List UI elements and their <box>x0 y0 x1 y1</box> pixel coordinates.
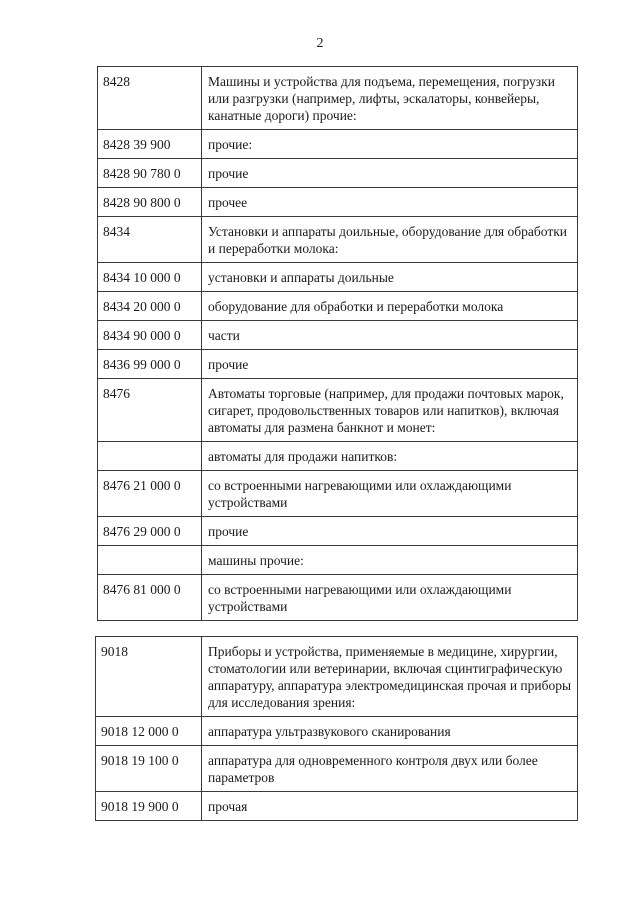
code-cell: 8476 <box>98 379 202 442</box>
table-row <box>98 217 578 263</box>
page-number: 2 <box>316 36 324 51</box>
table-row <box>98 67 578 130</box>
table-row <box>96 717 578 746</box>
code-cell: 9018 12 000 0 <box>96 717 202 746</box>
description-cell: прочая <box>202 792 578 821</box>
code-cell: 8436 99 000 0 <box>98 350 202 379</box>
description-cell: Приборы и устройства, применяемые в медицине, хирургии, стоматологии или ветеринарии, включая сцинтиграфическую аппаратуру, аппаратура электромедицинская прочая и приборы для исследования зрения: <box>202 637 578 717</box>
description-cell: прочие <box>202 517 578 546</box>
code-cell: 8434 20 000 0 <box>98 292 202 321</box>
description-cell: Автоматы торговые (например, для продажи почтовых марок, сигарет, продовольственных товаров или напитков), включая автоматы для размена банкнот и монет: <box>202 379 578 442</box>
description-cell: установки и аппараты доильные <box>202 263 578 292</box>
code-cell: 9018 <box>96 637 202 717</box>
table-row <box>98 263 578 292</box>
description-cell: со встроенными нагревающими или охлаждающими устройствами <box>202 575 578 621</box>
code-cell: 8476 29 000 0 <box>98 517 202 546</box>
description-cell: аппаратура для одновременного контроля двух или более параметров <box>202 746 578 792</box>
tn-ved-table <box>97 66 578 621</box>
table-row <box>98 546 578 575</box>
code-cell: 9018 19 100 0 <box>96 746 202 792</box>
code-cell: 8434 10 000 0 <box>98 263 202 292</box>
table-row <box>98 292 578 321</box>
description-cell: аппаратура ультразвукового сканирования <box>202 717 578 746</box>
table-row <box>98 517 578 546</box>
table-row <box>96 637 578 717</box>
description-cell: прочие <box>202 159 578 188</box>
description-cell: машины прочие: <box>202 546 578 575</box>
code-cell <box>98 442 202 471</box>
description-cell: прочие <box>202 350 578 379</box>
description-cell: автоматы для продажи напитков: <box>202 442 578 471</box>
table-row <box>98 471 578 517</box>
code-cell <box>98 546 202 575</box>
code-cell: 8428 90 800 0 <box>98 188 202 217</box>
code-cell: 8434 <box>98 217 202 263</box>
code-cell: 8428 90 780 0 <box>98 159 202 188</box>
code-cell: 8428 <box>98 67 202 130</box>
code-cell: 8428 39 900 <box>98 130 202 159</box>
table-row <box>98 442 578 471</box>
table-row <box>98 159 578 188</box>
table-row <box>96 746 578 792</box>
description-cell: части <box>202 321 578 350</box>
code-cell: 8476 81 000 0 <box>98 575 202 621</box>
code-cell: 9018 19 900 0 <box>96 792 202 821</box>
description-cell: прочие: <box>202 130 578 159</box>
table-row <box>98 188 578 217</box>
table-row <box>98 575 578 621</box>
table-row <box>98 130 578 159</box>
table-row <box>98 321 578 350</box>
code-cell: 8434 90 000 0 <box>98 321 202 350</box>
table-row <box>98 379 578 442</box>
description-cell: прочее <box>202 188 578 217</box>
description-cell: оборудование для обработки и переработки молока <box>202 292 578 321</box>
description-cell: со встроенными нагревающими или охлаждающими устройствами <box>202 471 578 517</box>
description-cell: Машины и устройства для подъема, перемещения, погрузки или разгрузки (например, лифты, эскалаторы, конвейеры, канатные дороги) прочие: <box>202 67 578 130</box>
code-cell: 8476 21 000 0 <box>98 471 202 517</box>
description-cell: Установки и аппараты доильные, оборудование для обработки и переработки молока: <box>202 217 578 263</box>
tn-ved-table-continued <box>95 636 578 821</box>
table-row <box>96 792 578 821</box>
table-row <box>98 350 578 379</box>
